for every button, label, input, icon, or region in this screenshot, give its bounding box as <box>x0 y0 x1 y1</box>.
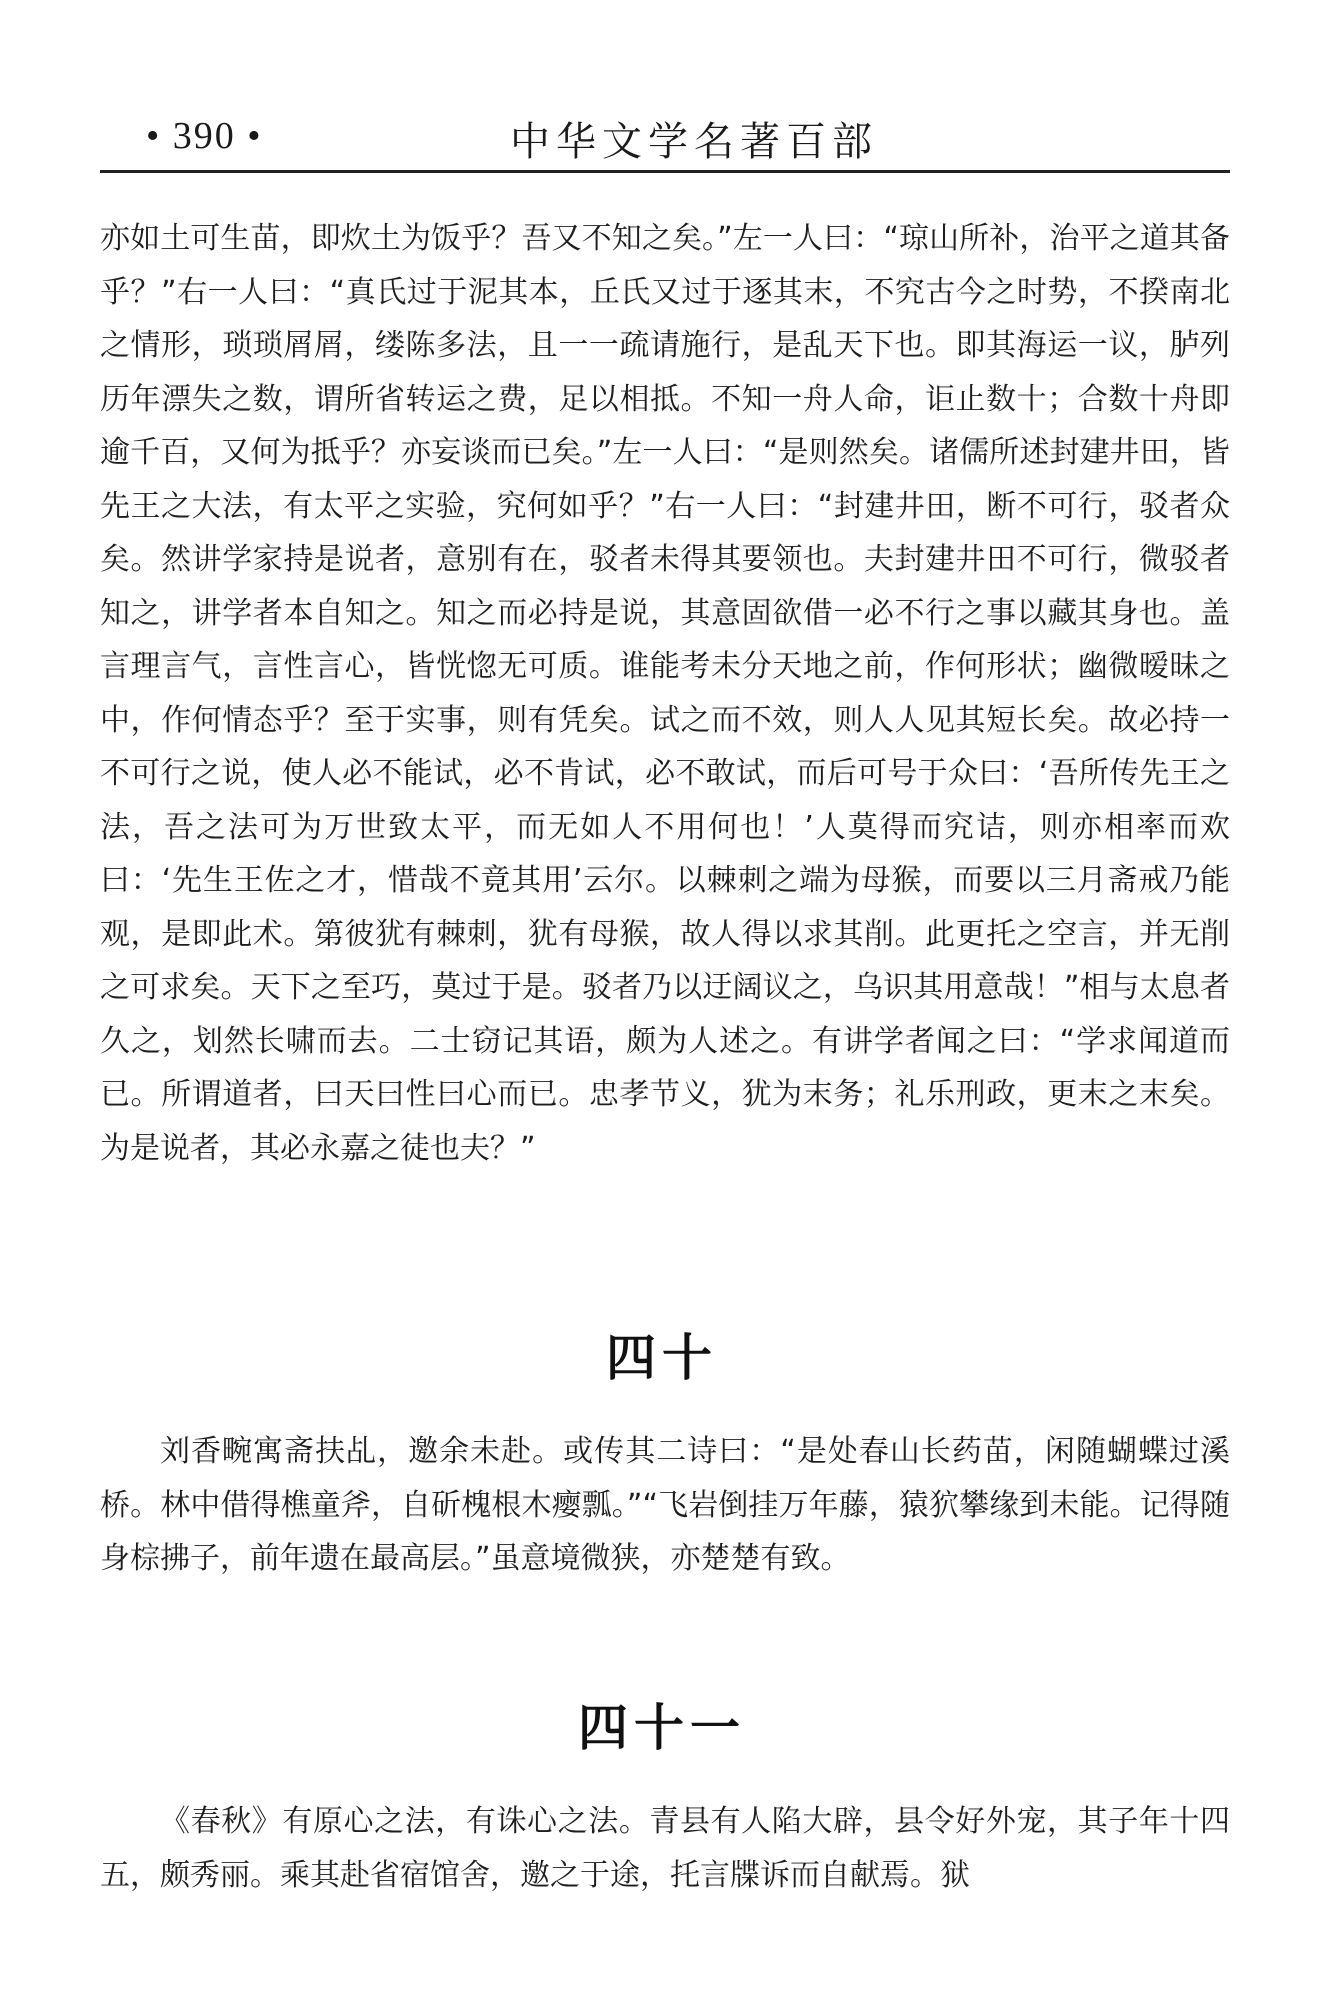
section-heading-40: 四十 <box>606 1329 718 1387</box>
paragraph-section-41: 《春秋》有原心之法，有诛心之法。青县有人陷大辟，县令好外宠，其子年十四五，颇秀丽。乘其赴省宿馆舍，邀之于途，托言牒诉而自献焉。狱 <box>100 1804 1230 1893</box>
paragraph-continued: 亦如土可生苗，即炊土为饭乎？吾又不知之矣。”左一人曰：“琼山所补，治平之道其备乎？”右一人曰：“真氏过于泥其本，丘氏又过于逐其末，不究古今之时势，不揆南北之情形，琐琐屑屑，缕陈多法，且一一疏请施行，是乱天下也。即其海运一议，胪列历年漂失之数，谓所省转运之费，足以相抵。不知一舟人命，讵止数十；合数十舟即逾千百，又何为抵乎？亦妄谈而已矣。”左一人曰：“是则然矣。诸儒所述封建井田，皆先王之大法，有太平之实验，究何如乎？”右一人曰：“封建井田，断不可行，驳者众矣。然讲学家持是说者，意别有在，驳者未得其要领也。夫封建井田不可行，微驳者知之，讲学者本自知之。知之而必持是说，其意固欲借一必不行之事以藏其身也。盖言理言气，言性言心，皆恍惚无可质。谁能考未分天地之前，作何形状；幽微暧昧之中，作何情态乎？至于实事，则有凭矣。试之而不效，则人人见其短长矣。故必持一不可行之说，使人必不能试，必不肯试，必不敢试，而后可号于众曰：‘吾所传先王之法，吾之法可为万世致太平，而无如人不用何也！’人莫得而究诘，则亦相率而欢曰：‘先生王佐之才，惜哉不竟其用’云尔。以棘刺之端为母猴，而要以三月斋戒乃能观，是即此术。第彼犹有棘刺，犹有母猴，故人得以求其削。此更托之空言，并无削之可求矣。天下之至巧，莫过于是。驳者乃以迂阔议之，乌识其用意哉！”相与太息者久之，划然长啸而去。二士窃记其语，颇为人述之。有讲学者闻之曰：“学求闻道而已。所谓道者，曰天曰性曰心而已。忠孝节义，犹为末务；礼乐刑政，更末之末矣。为是说者，其必永嘉之徒也夫？” <box>100 221 1230 1166</box>
page-number: • 390 • <box>146 115 263 157</box>
running-title: 中华文学名著百部 <box>510 119 878 165</box>
page-header <box>100 110 1230 170</box>
paragraph-section-40: 刘香畹寓斋扶乩，邀余未赴。或传其二诗曰：“是处春山长药苗，闲随蝴蝶过溪桥。林中借得樵童斧，自斫槐根木瘿瓢。”“飞岩倒挂万年藤，猿狖攀缘到未能。记得随身棕拂子，前年遗在最高层。”虽意境微狭，亦楚楚有致。 <box>100 1434 1230 1576</box>
section-heading-41: 四十一 <box>578 1699 746 1757</box>
header-rule <box>100 170 1230 173</box>
